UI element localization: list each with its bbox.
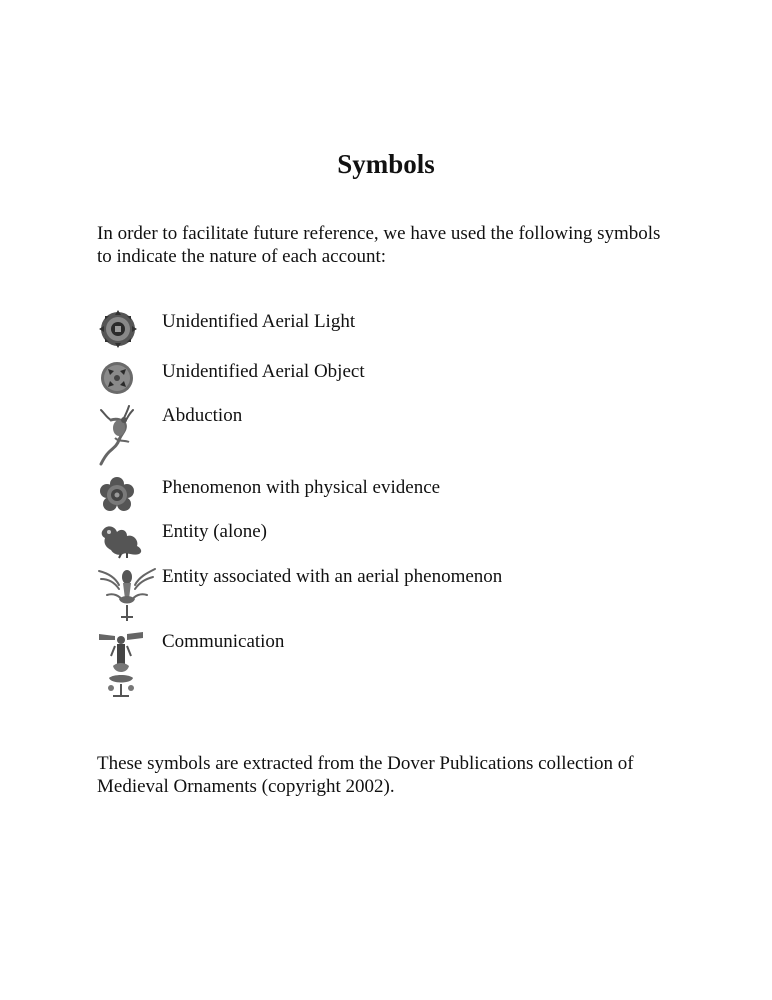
- symbol-label: Unidentified Aerial Object: [162, 361, 365, 382]
- intro-paragraph: [97, 222, 697, 268]
- symbol-label: Unidentified Aerial Light: [162, 311, 356, 332]
- beast-figure-icon: [97, 520, 141, 560]
- sunburst-ornament-icon: [97, 310, 141, 350]
- symbol-label: Entity (alone): [162, 521, 267, 542]
- source-note-line-2: Medieval Ornaments (copyright 2002).: [97, 776, 395, 797]
- symbol-row-communication: [97, 630, 697, 700]
- source-note: [97, 752, 697, 798]
- symbol-row-aerial-object: [97, 360, 697, 400]
- intro-line-2: to indicate the nature of each account:: [97, 246, 387, 267]
- symbol-row-physical-evidence: [97, 476, 697, 516]
- symbol-row-abduction: [97, 404, 697, 468]
- symbol-row-aerial-light: [97, 310, 697, 350]
- intro-line-1: In order to facilitate future reference, we have used the following symbols: [97, 223, 661, 244]
- rosette-ornament-icon: [97, 476, 141, 516]
- page-title: Symbols: [337, 149, 435, 179]
- source-note-line-1: These symbols are extracted from the Dover Publications collection of: [97, 753, 634, 774]
- symbol-label: Phenomenon with physical evidence: [162, 477, 441, 498]
- symbol-row-entity-alone: [97, 520, 697, 560]
- winged-dragon-icon: [97, 404, 141, 468]
- winged-floral-figure-icon: [97, 565, 157, 623]
- symbol-label: Communication: [162, 631, 285, 652]
- symbol-row-entity-aerial: [97, 565, 697, 623]
- round-medallion-icon: [97, 360, 141, 400]
- standing-figure-icon: [97, 630, 141, 700]
- symbol-label: Entity associated with an aerial phenomenon: [162, 566, 503, 587]
- symbol-label: Abduction: [162, 405, 243, 426]
